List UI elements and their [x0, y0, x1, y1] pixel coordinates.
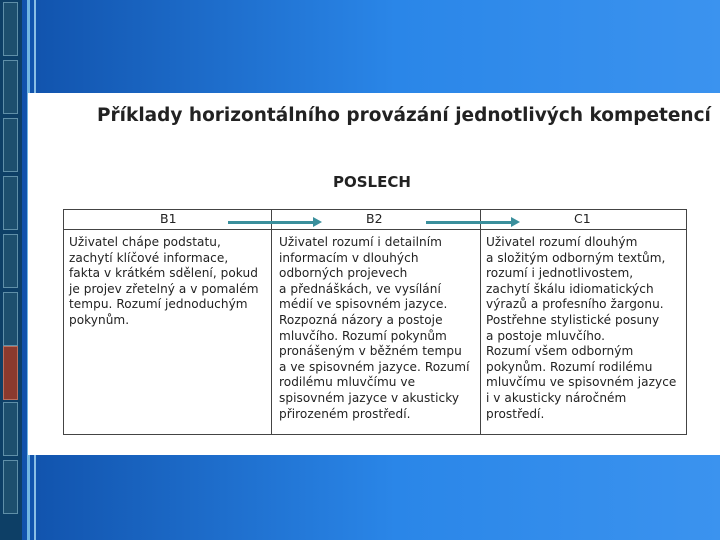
slide-card	[28, 93, 720, 455]
stripe-tile	[3, 2, 18, 56]
competence-table	[63, 209, 687, 435]
cell-c1: Uživatel rozumí dlouhým a složitým odborným textům, rozumí i jednotlivostem, zachytí škálu idiomatických výrazů a profesního žargonu. Postřehne stylistické posuny a postoje mluvčího. Rozumí všem odborným pokynům. Rozumí rodilému mluvčímu ve spisovném jazyce i v akusticky náročném prostředí.	[486, 235, 677, 421]
column-divider	[271, 210, 272, 434]
stripe-tile	[3, 60, 18, 114]
header-b1: B1	[160, 211, 177, 226]
header-c1: C1	[574, 211, 591, 226]
header-b2: B2	[366, 211, 383, 226]
table-header-row	[64, 210, 686, 230]
cell-b1: Uživatel chápe podstatu, zachytí klíčové informace, fakta v krátkém sdělení, pokud je projev zřetelný a v pomalém tempu. Rozumí jednoduchým pokynům.	[69, 235, 259, 327]
stripe-tile	[3, 176, 18, 230]
column-divider	[480, 210, 481, 434]
arrow-right-icon	[228, 221, 314, 224]
stripe-tile	[3, 292, 18, 346]
slide-title: Příklady horizontálního provázání jednotlivých kompetencí	[97, 105, 711, 126]
stripe-tile	[3, 460, 18, 514]
stripe-tile	[3, 234, 18, 288]
left-stripe	[0, 0, 22, 540]
stripe-tile-highlight	[3, 346, 18, 400]
arrow-right-icon	[426, 221, 512, 224]
stripe-tile	[3, 402, 18, 456]
cell-b2: Uživatel rozumí i detailním informacím v dlouhých odborných projevech a přednáškách, ve vysílání médií ve spisovném jazyce. Rozpozná názory a postoje mluvčího. Rozumí pokynům pronášeným v běžném tempu a ve spisovném jazyce. Rozumí rodilému mluvčímu ve spisovném jazyce v akusticky přirozeném prostředí.	[279, 235, 470, 421]
stripe-tile	[3, 118, 18, 172]
slide-subtitle: POSLECH	[333, 173, 411, 191]
